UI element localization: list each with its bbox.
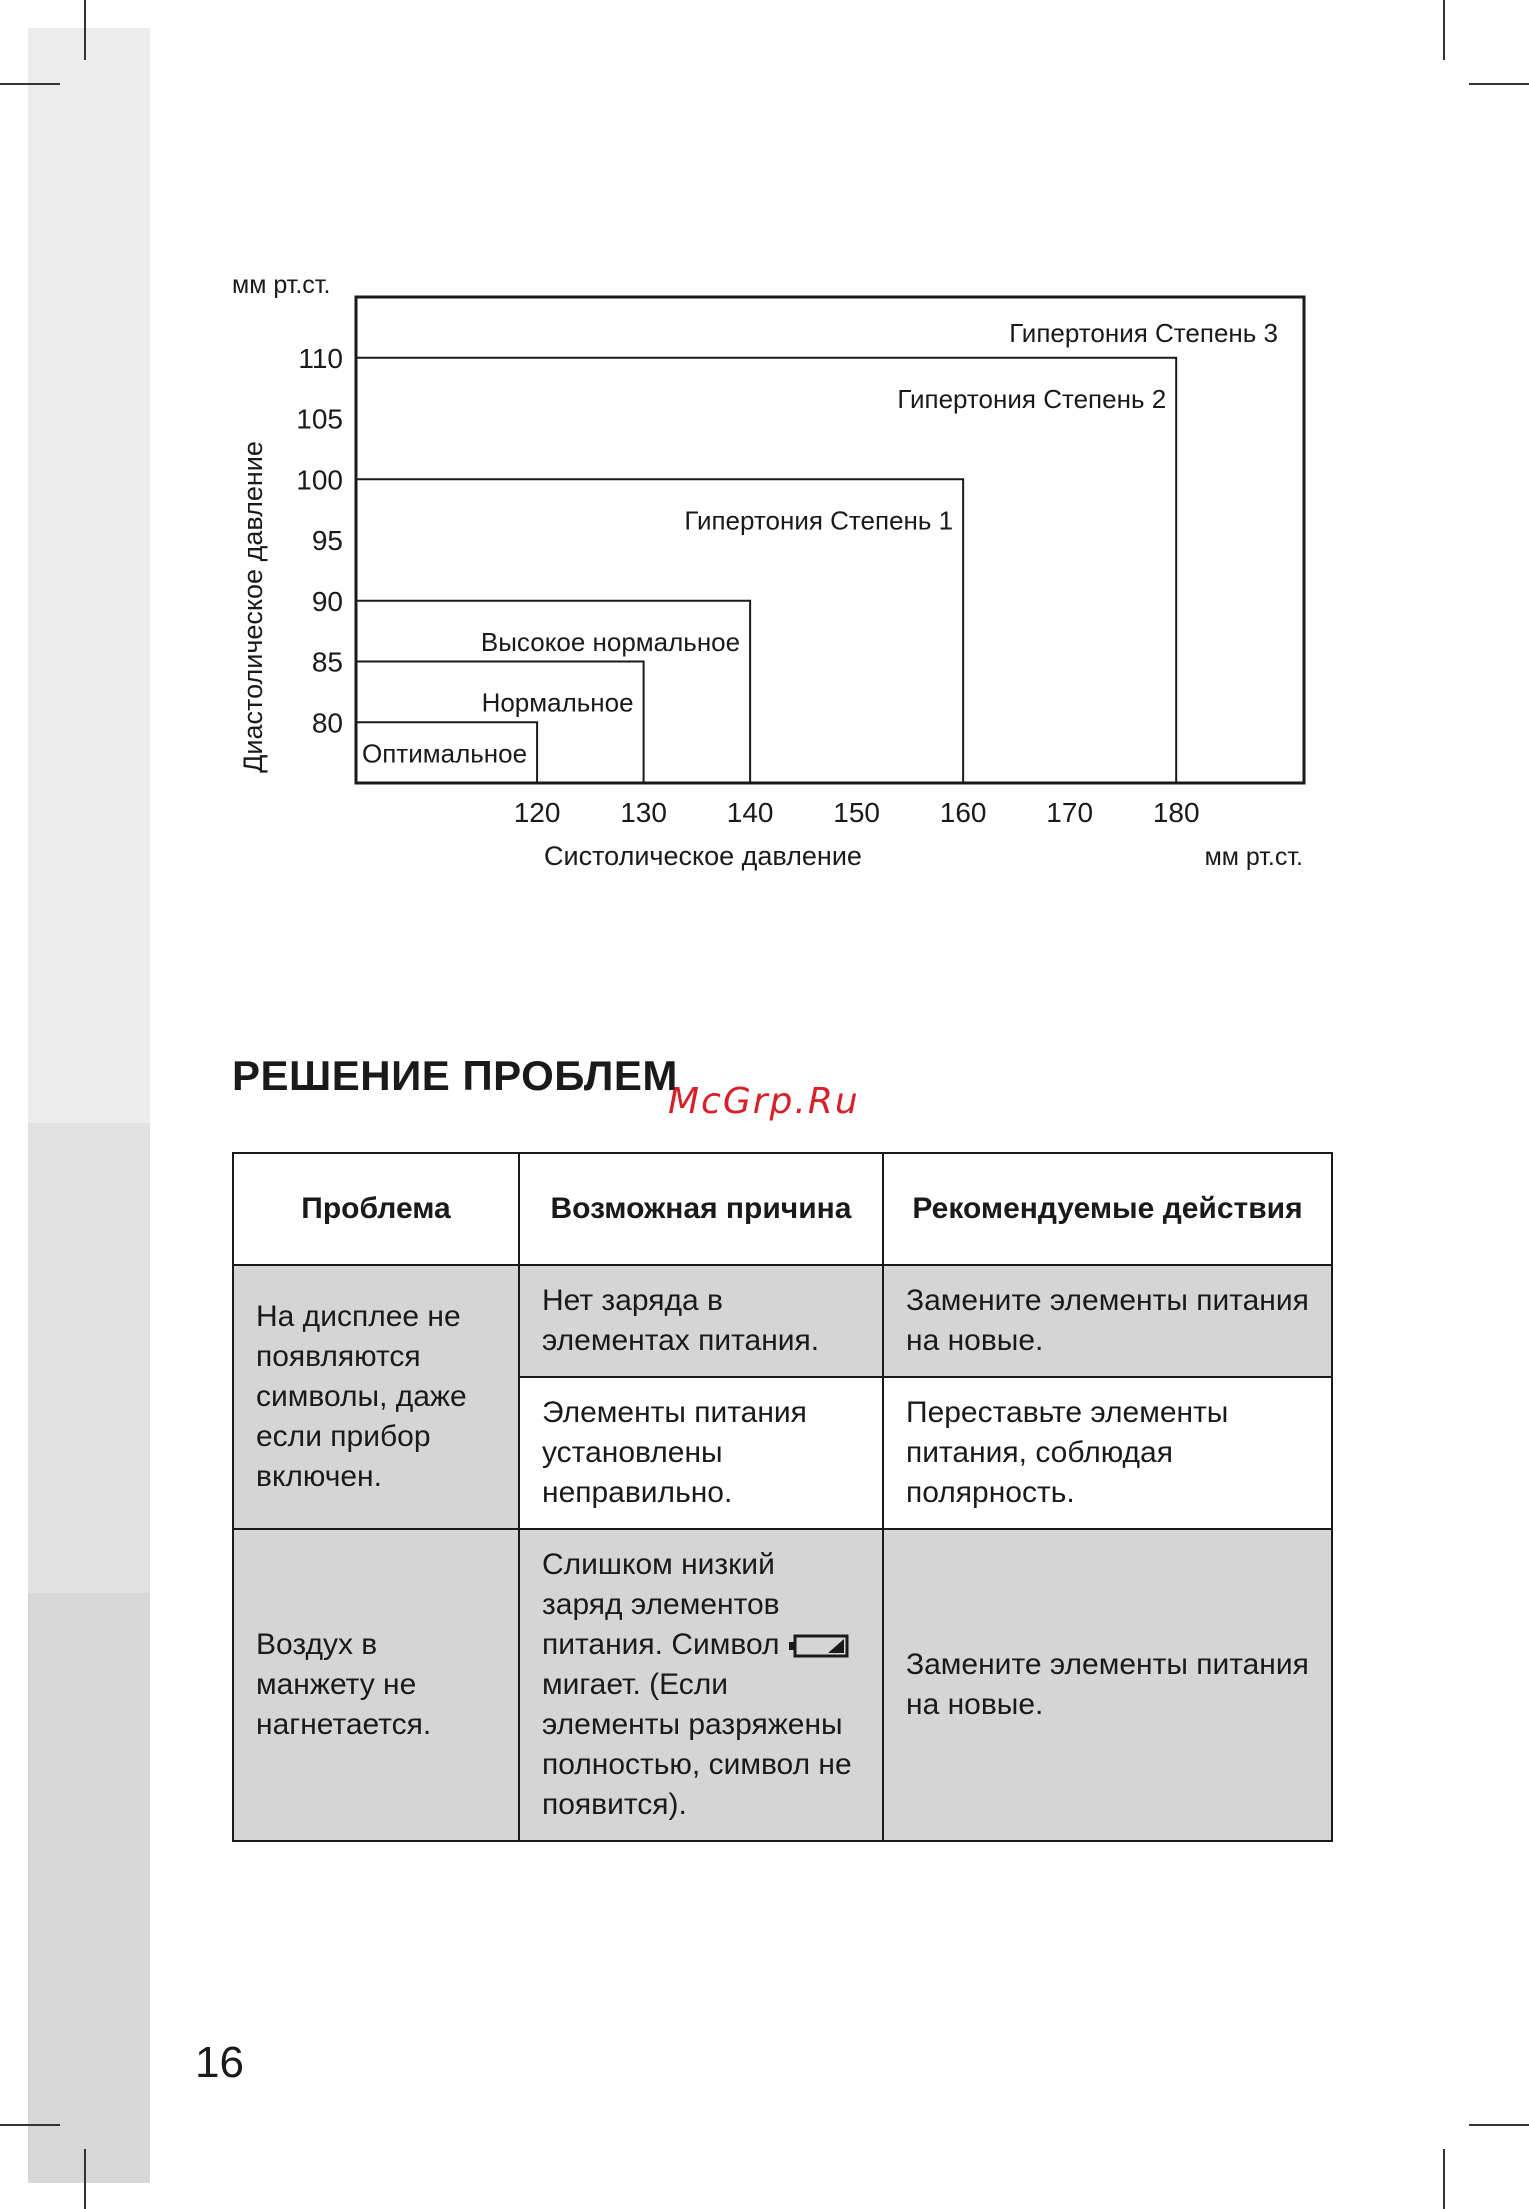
y-tick-label: 100 (296, 464, 343, 496)
region-5-label: Гипертония Степень 2 (897, 383, 1167, 414)
y-tick-label: 110 (298, 342, 343, 374)
action-cell: Замените элементы питания на новые. (883, 1529, 1332, 1841)
x-tick-label: 130 (620, 797, 667, 828)
table-row (233, 1265, 1332, 1377)
action-cell: Переставьте элементы питания, соблюдая полярность. (883, 1377, 1332, 1529)
x-tick-label: 140 (726, 797, 774, 828)
region-3-label: Высокое нормальное (480, 626, 741, 657)
bp-regions (356, 318, 1278, 783)
y-tick-labels (296, 343, 343, 739)
margin-strip-middle (28, 1123, 150, 1593)
x-tick-labels (514, 797, 1200, 828)
battery-low-icon (788, 1633, 850, 1659)
x-axis-label: Систолическое давление (544, 841, 862, 871)
region-1-label: Оптимальное (362, 738, 528, 769)
y-tick-label: 95 (311, 525, 343, 556)
cause-cell: Элементы питания установлены неправильно. (519, 1377, 883, 1529)
cause-cell (519, 1529, 883, 1841)
bp-classification-chart (0, 0, 1529, 900)
crop-mark (1469, 2124, 1529, 2126)
y-tick-label: 80 (311, 707, 343, 739)
y-tick-label: 90 (311, 585, 343, 617)
crop-mark (84, 2149, 86, 2209)
y-unit-label: мм рт.ст. (232, 271, 331, 299)
table-header-row (233, 1153, 1332, 1265)
y-tick-label: 105 (296, 403, 343, 435)
section-title: РЕШЕНИЕ ПРОБЛЕМ (232, 1052, 678, 1099)
problem-cell: Воздух в манжету не нагнетается. (233, 1529, 519, 1841)
region-2-label: Нормальное (481, 687, 634, 718)
x-unit-label: мм рт.ст. (1204, 843, 1303, 871)
region-5-boundary (356, 358, 1176, 783)
region-4-label: Гипертония Степень 1 (684, 505, 954, 536)
crop-mark (0, 2124, 60, 2126)
header-problem: Проблема (233, 1153, 519, 1265)
region-6-label: Гипертония Степень 3 (1009, 318, 1278, 348)
problem-cell: На дисплее не появляются символы, даже если прибор включен. (233, 1265, 519, 1529)
cause-text-start: Слишком низкий заряд элементов питания. Символ (542, 1548, 780, 1661)
x-tick-label: 120 (513, 797, 561, 828)
x-tick-label: 180 (1152, 797, 1200, 828)
cause-cell: Нет заряда в элементах питания. (519, 1265, 883, 1377)
header-cause: Возможная причина (519, 1153, 883, 1265)
page-number: 16 (195, 2038, 244, 2087)
header-action: Рекомендуемые действия (883, 1153, 1332, 1265)
margin-strip-bottom (28, 1593, 150, 2183)
y-axis-label: Диастолическое давление (238, 441, 268, 773)
watermark: McGrp.Ru (668, 1081, 860, 1122)
y-tick-label: 85 (311, 646, 343, 678)
x-tick-label: 170 (1046, 797, 1094, 828)
x-tick-label: 150 (833, 797, 880, 828)
crop-mark (1443, 2149, 1445, 2209)
action-cell: Замените элементы питания на новые. (883, 1265, 1332, 1377)
table-row (233, 1529, 1332, 1841)
cause-text-end: мигает. (Если элементы разряжены полностью, символ не появится). (542, 1668, 852, 1821)
x-tick-label: 160 (939, 797, 987, 828)
troubleshooting-table (232, 1152, 1333, 1842)
